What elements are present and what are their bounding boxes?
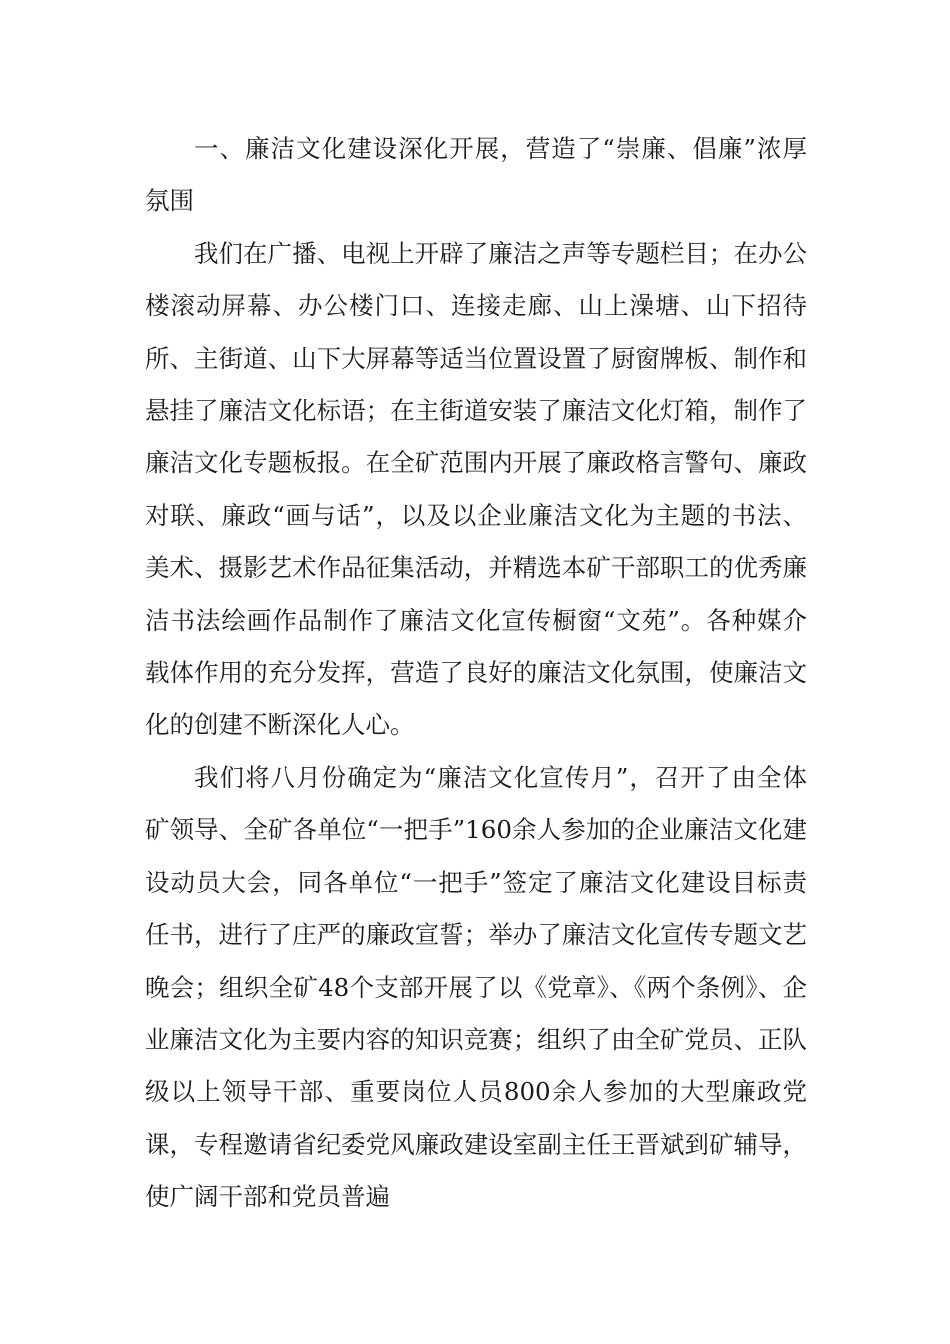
section-heading: 一、廉洁文化建设深化开展，营造了“崇廉、倡廉”浓厚氛围 bbox=[145, 134, 807, 216]
document-body bbox=[145, 123, 807, 1224]
body-paragraph-1: 我们在广播、电视上开辟了廉洁之声等专题栏目；在办公楼滚动屏幕、办公楼门口、连接走廊、山上澡塘、山下招待所、主街道、山下大屏幕等适当位置设置了厨窗牌板、制作和悬挂了廉洁文化标语；在主街道安装了廉洁文化灯箱，制作了廉洁文化专题板报。在全矿范围内开展了廉政格言警句、廉政对联、廉政“画与话”，以及以企业廉洁文化为主题的书法、美术、摄影艺术作品征集活动，并精选本矿干部职工的优秀廉洁书法绘画作品制作了廉洁文化宣传橱窗“文苑”。各种媒介载体作用的充分发挥，营造了良好的廉洁文化氛围，使廉洁文化的创建不断深化人心。 bbox=[145, 238, 807, 740]
body-paragraph-2: 我们将八月份确定为“廉洁文化宣传月”，召开了由全体矿领导、全矿各单位“一把手”160余人参加的企业廉洁文化建设动员大会，同各单位“一把手”签定了廉洁文化建设目标责任书，进行了庄严的廉政宣誓；举办了廉洁文化宣传专题文艺晚会；组织全矿48个支部开展了以《党章》、《两个条例》、企业廉洁文化为主要内容的知识竞赛；组织了由全矿党员、正队级以上领导干部、重要岗位人员800余人参加的大型廉政党课，专程邀请省纪委党风廉政建设室副主任王晋斌到矿辅导，使广阔干部和党员普遍 bbox=[145, 762, 807, 1212]
